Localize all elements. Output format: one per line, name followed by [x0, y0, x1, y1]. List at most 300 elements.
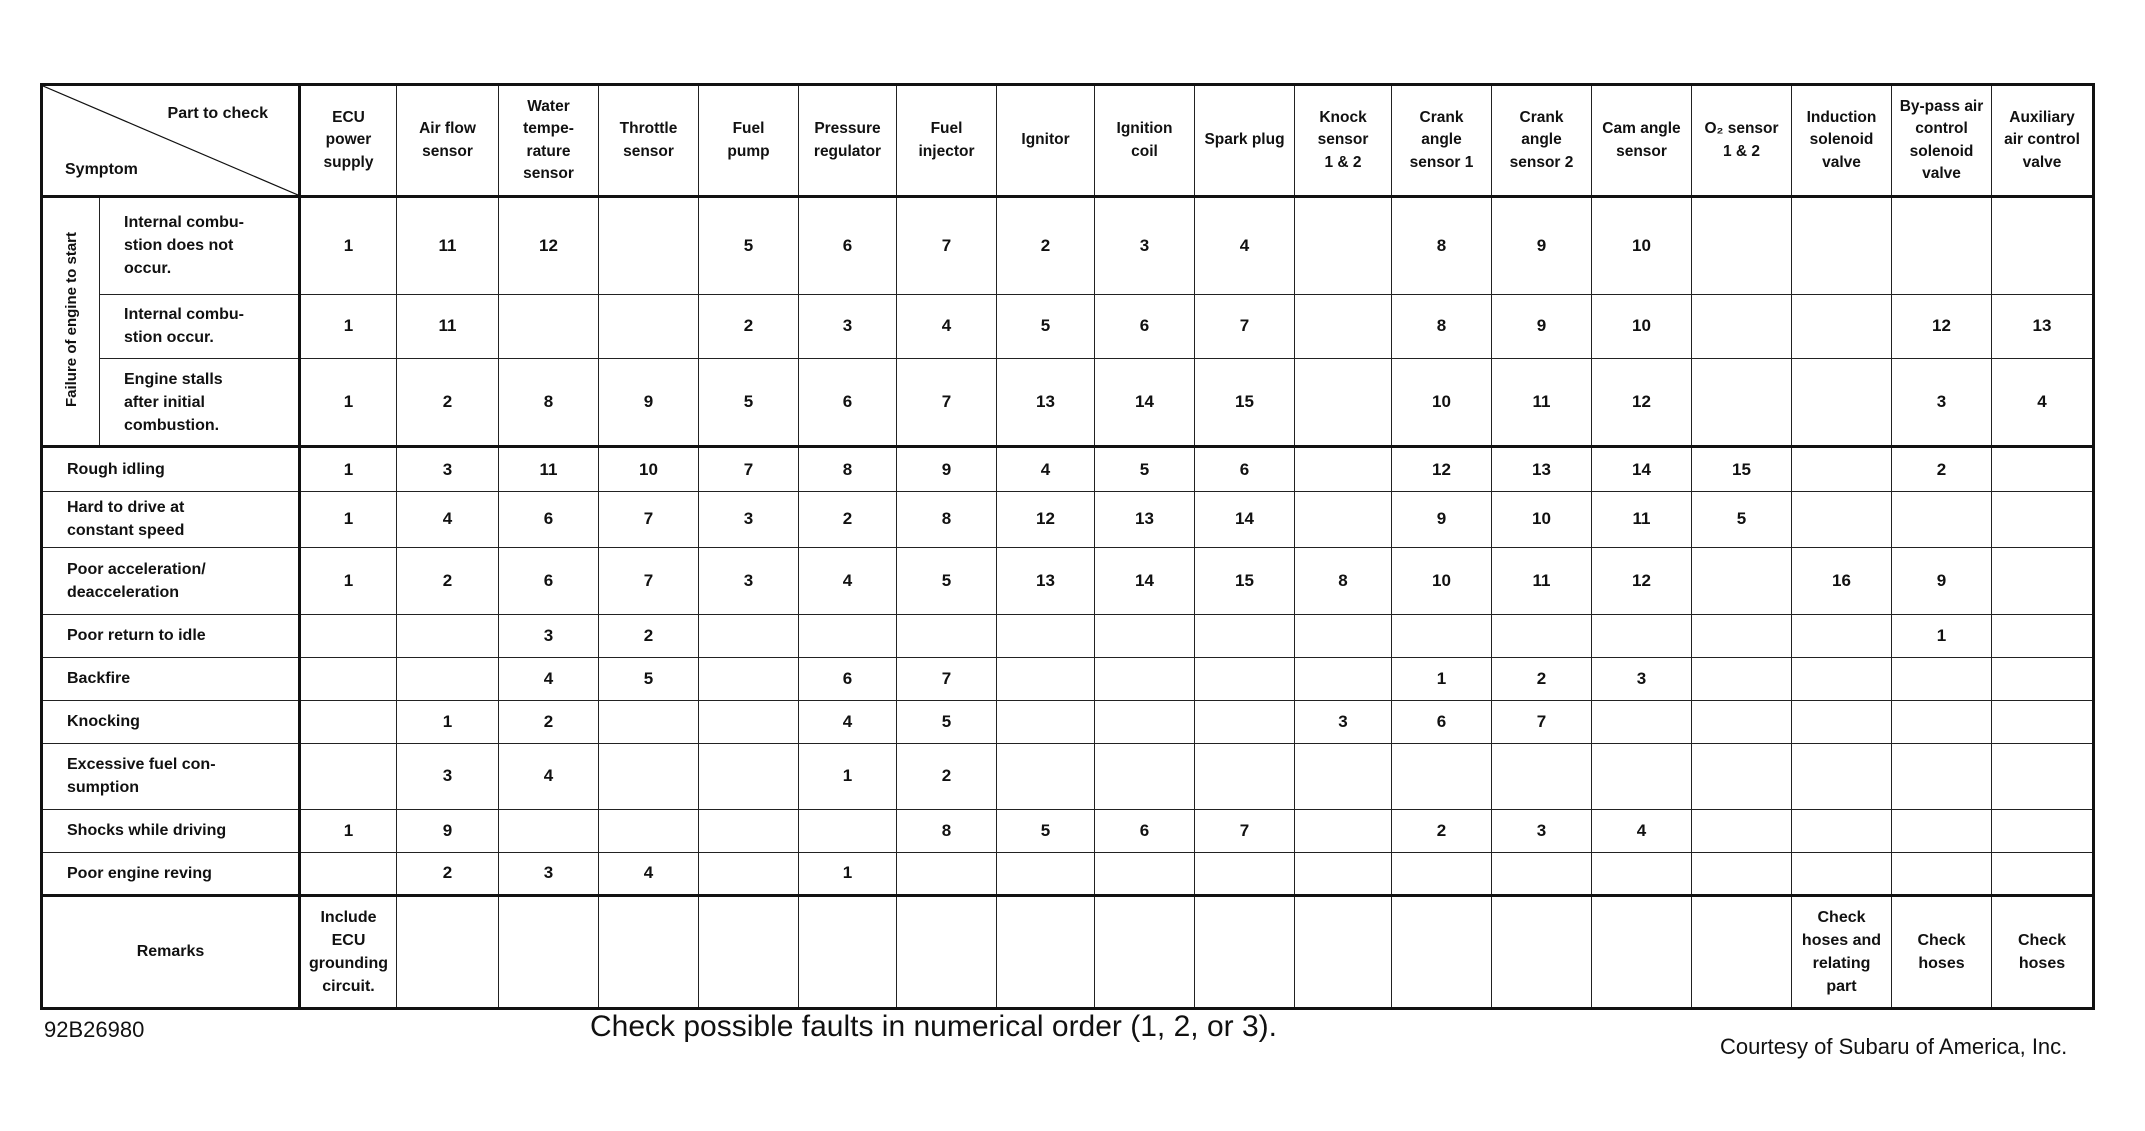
order-cell: 8: [1392, 294, 1492, 359]
order-cell: [1592, 852, 1692, 895]
column-header-line: 1 & 2: [1722, 142, 1761, 160]
order-cell: [1992, 744, 2094, 810]
order-cell: 8: [499, 359, 599, 447]
order-cell: [1892, 744, 1992, 810]
order-cell: [1295, 614, 1392, 657]
column-header-line: tempe-: [523, 120, 574, 138]
order-cell: 8: [897, 809, 997, 852]
remark-cell: [1692, 896, 1792, 1009]
order-cell: 2: [1892, 447, 1992, 491]
column-header-line: solenoid: [1809, 131, 1874, 149]
order-cell: 12: [1592, 548, 1692, 615]
order-cell: 9: [397, 809, 499, 852]
order-cell: 10: [1392, 359, 1492, 447]
column-header-line: Air flow: [419, 120, 476, 138]
order-cell: [1992, 657, 2094, 700]
order-cell: [1792, 614, 1892, 657]
order-cell: [1492, 744, 1592, 810]
table-row: [42, 744, 2094, 810]
column-header-line: 1 & 2: [1324, 153, 1362, 171]
order-cell: 7: [599, 548, 699, 615]
order-cell: [1692, 359, 1792, 447]
order-cell: 5: [897, 548, 997, 615]
courtesy-credit: Courtesy of Subaru of America, Inc.: [1720, 1034, 2068, 1059]
column-header-line: power: [325, 131, 372, 149]
symptom-text: Internal combu-: [124, 213, 245, 231]
order-cell: 7: [1195, 809, 1295, 852]
remarks-label: Remarks: [42, 896, 300, 1009]
order-cell: [1095, 614, 1195, 657]
group-label: Failure of engine to start: [62, 232, 80, 408]
order-cell: 1: [300, 197, 397, 295]
order-cell: [1992, 197, 2094, 295]
order-cell: [300, 744, 397, 810]
order-cell: [997, 744, 1095, 810]
diagnosis-table: [40, 83, 2095, 1010]
remark-text: part: [1826, 978, 1857, 996]
symptom-cell: [100, 294, 300, 359]
column-header: [300, 85, 397, 197]
order-cell: [1295, 294, 1392, 359]
symptom-text: Knocking: [67, 713, 140, 731]
column-header: [1195, 85, 1295, 197]
remark-cell: [997, 896, 1095, 1009]
order-cell: 15: [1692, 447, 1792, 491]
column-header: [1992, 85, 2094, 197]
order-cell: [1295, 447, 1392, 491]
order-cell: 1: [300, 548, 397, 615]
order-cell: [1195, 614, 1295, 657]
symptom-text: constant speed: [67, 522, 185, 540]
order-cell: 2: [699, 294, 799, 359]
order-cell: 9: [599, 359, 699, 447]
part-to-check-label: Part to check: [167, 105, 268, 122]
order-cell: [1992, 852, 2094, 895]
table-row: [42, 701, 2094, 744]
order-cell: [300, 614, 397, 657]
order-cell: [599, 744, 699, 810]
column-header: [1492, 85, 1592, 197]
remark-cell: [1095, 896, 1195, 1009]
column-header-line: Cam angle: [1602, 120, 1681, 138]
corner-header: [42, 85, 300, 197]
order-cell: [1892, 197, 1992, 295]
order-cell: 7: [699, 447, 799, 491]
order-cell: 2: [799, 491, 897, 547]
table-row: [42, 614, 2094, 657]
symptom-text: Internal combu-: [124, 306, 245, 324]
order-cell: 1: [300, 809, 397, 852]
symptom-cell: [100, 197, 300, 295]
order-cell: 1: [1392, 657, 1492, 700]
order-cell: 11: [397, 197, 499, 295]
order-cell: [1692, 294, 1792, 359]
order-cell: 1: [397, 701, 499, 744]
column-header: [1792, 85, 1892, 197]
order-cell: 2: [1492, 657, 1592, 700]
order-cell: 9: [1392, 491, 1492, 547]
order-cell: 13: [1095, 491, 1195, 547]
column-header-line: Crank: [1519, 108, 1564, 126]
symptom-text: Poor engine reving: [67, 864, 212, 882]
order-cell: 16: [1792, 548, 1892, 615]
order-cell: 4: [897, 294, 997, 359]
order-cell: [1792, 491, 1892, 547]
order-cell: 2: [1392, 809, 1492, 852]
order-cell: 8: [1295, 548, 1392, 615]
order-cell: 5: [699, 197, 799, 295]
order-cell: [997, 852, 1095, 895]
column-header-line: Auxiliary: [2009, 108, 2075, 126]
remarks-row: [42, 896, 2094, 1009]
order-cell: 5: [897, 701, 997, 744]
symptom-text: Rough idling: [67, 460, 165, 478]
table-row: [42, 359, 2094, 447]
order-cell: 2: [599, 614, 699, 657]
order-cell: 2: [997, 197, 1095, 295]
column-header: [799, 85, 897, 197]
order-cell: [1295, 852, 1392, 895]
symptom-text: occur.: [124, 260, 172, 278]
order-cell: [1692, 614, 1792, 657]
order-cell: [397, 657, 499, 700]
order-cell: 8: [1392, 197, 1492, 295]
order-cell: [1892, 657, 1992, 700]
order-cell: [1392, 744, 1492, 810]
order-cell: [300, 701, 397, 744]
order-cell: 7: [897, 197, 997, 295]
order-cell: [1892, 701, 1992, 744]
order-cell: 10: [599, 447, 699, 491]
order-cell: 10: [1592, 294, 1692, 359]
remark-text: hoses and: [1801, 931, 1882, 949]
order-cell: [897, 852, 997, 895]
order-cell: [997, 614, 1095, 657]
column-header: [699, 85, 799, 197]
order-cell: 12: [499, 197, 599, 295]
order-cell: [1792, 359, 1892, 447]
order-cell: [1095, 657, 1195, 700]
order-cell: 13: [997, 548, 1095, 615]
column-header: [897, 85, 997, 197]
symptom-text: sumption: [67, 779, 139, 797]
order-cell: 3: [1492, 809, 1592, 852]
symptom-cell: [42, 701, 300, 744]
order-cell: [599, 809, 699, 852]
order-cell: 2: [397, 359, 499, 447]
column-header-line: pump: [727, 142, 770, 160]
column-header: [1295, 85, 1392, 197]
order-cell: 12: [1592, 359, 1692, 447]
order-cell: [1792, 197, 1892, 295]
column-header-line: valve: [1822, 153, 1861, 171]
column-header-line: sensor 1: [1409, 153, 1474, 171]
column-header: [499, 85, 599, 197]
order-cell: [1195, 744, 1295, 810]
order-cell: 14: [1195, 491, 1295, 547]
remark-cell: [1992, 896, 2094, 1009]
symptom-cell: [42, 809, 300, 852]
order-cell: 6: [799, 197, 897, 295]
order-cell: 6: [1392, 701, 1492, 744]
order-cell: 2: [499, 701, 599, 744]
symptom-text: deacceleration: [67, 583, 180, 601]
table-row: [42, 548, 2094, 615]
order-cell: 3: [397, 744, 499, 810]
column-header-line: Ignition: [1116, 120, 1173, 138]
order-cell: 4: [799, 548, 897, 615]
symptom-cell: [42, 744, 300, 810]
group-label-cell: [42, 197, 100, 447]
order-cell: 3: [499, 614, 599, 657]
order-cell: [1792, 657, 1892, 700]
column-header: [1692, 85, 1792, 197]
symptom-cell: [42, 548, 300, 615]
order-cell: 1: [799, 852, 897, 895]
column-header-line: Fuel: [930, 120, 963, 138]
remark-text: Include: [320, 908, 377, 926]
column-header: [997, 85, 1095, 197]
column-header-line: sensor: [1616, 142, 1667, 160]
order-cell: 11: [499, 447, 599, 491]
symptom-cell: [42, 852, 300, 895]
order-cell: 13: [1492, 447, 1592, 491]
order-cell: 5: [997, 809, 1095, 852]
order-cell: 2: [897, 744, 997, 810]
column-header: [1892, 85, 1992, 197]
symptom-text: stion occur.: [124, 329, 214, 347]
remark-cell: [699, 896, 799, 1009]
order-cell: 5: [599, 657, 699, 700]
order-cell: [1095, 744, 1195, 810]
column-header-line: injector: [918, 142, 975, 160]
order-cell: [1792, 701, 1892, 744]
order-cell: 13: [997, 359, 1095, 447]
table-row: [42, 447, 2094, 491]
footer-note: Check possible faults in numerical order (1, 2, or 3).: [590, 1010, 1277, 1043]
document-code: 92B26980: [44, 1017, 145, 1042]
remark-text: grounding: [308, 955, 389, 972]
symptom-text: combustion.: [124, 416, 220, 434]
symptom-text: Poor acceleration/: [67, 560, 206, 578]
order-cell: 13: [1992, 294, 2094, 359]
column-header-line: rature: [526, 142, 571, 160]
order-cell: 14: [1095, 359, 1195, 447]
table-row: [42, 294, 2094, 359]
order-cell: 7: [1492, 701, 1592, 744]
column-header-line: coil: [1131, 142, 1158, 160]
order-cell: [699, 701, 799, 744]
order-cell: 3: [1095, 197, 1195, 295]
order-cell: 3: [699, 491, 799, 547]
column-header-line: Throttle: [619, 120, 678, 138]
order-cell: [897, 614, 997, 657]
remark-cell: [1492, 896, 1592, 1009]
remark-cell: [1592, 896, 1692, 1009]
order-cell: 3: [1592, 657, 1692, 700]
order-cell: [1295, 744, 1392, 810]
remark-text: hoses: [1918, 955, 1965, 972]
order-cell: [1692, 657, 1792, 700]
order-cell: [1295, 657, 1392, 700]
remark-cell: [1392, 896, 1492, 1009]
order-cell: 11: [1492, 548, 1592, 615]
order-cell: [1692, 548, 1792, 615]
order-cell: [1792, 447, 1892, 491]
order-cell: 1: [300, 294, 397, 359]
symptom-text: after initial: [124, 393, 205, 411]
symptom-text: stion does not: [124, 237, 234, 255]
symptom-cell: [42, 491, 300, 547]
order-cell: [1692, 809, 1792, 852]
order-cell: [1992, 548, 2094, 615]
order-cell: 3: [699, 548, 799, 615]
order-cell: [1492, 614, 1592, 657]
column-header-line: solenoid: [1909, 142, 1974, 160]
order-cell: [997, 701, 1095, 744]
order-cell: 6: [1095, 809, 1195, 852]
order-cell: [1992, 701, 2094, 744]
order-cell: 7: [897, 657, 997, 700]
order-cell: [1392, 852, 1492, 895]
order-cell: 12: [997, 491, 1095, 547]
column-header-line: O₂ sensor: [1704, 120, 1779, 138]
order-cell: [1295, 491, 1392, 547]
symptom-text: Engine stalls: [124, 370, 223, 388]
order-cell: [1692, 852, 1792, 895]
table-row: [42, 852, 2094, 895]
symptom-text: Excessive fuel con-: [67, 756, 216, 774]
column-header-line: supply: [323, 153, 374, 171]
order-cell: 11: [1492, 359, 1592, 447]
column-header-line: sensor: [523, 164, 574, 182]
order-cell: [1792, 809, 1892, 852]
column-header-line: air control: [2004, 131, 2080, 149]
order-cell: 12: [1892, 294, 1992, 359]
column-header-line: Induction: [1806, 108, 1877, 126]
order-cell: [799, 614, 897, 657]
order-cell: [1792, 852, 1892, 895]
column-header: [1592, 85, 1692, 197]
order-cell: 9: [1492, 294, 1592, 359]
order-cell: 6: [499, 491, 599, 547]
order-cell: [699, 744, 799, 810]
order-cell: 11: [1592, 491, 1692, 547]
order-cell: 7: [897, 359, 997, 447]
order-cell: 7: [599, 491, 699, 547]
remark-cell: [1892, 896, 1992, 1009]
column-header-line: angle: [1421, 131, 1462, 149]
order-cell: [300, 657, 397, 700]
remark-text: circuit.: [322, 978, 375, 996]
order-cell: 2: [397, 548, 499, 615]
order-cell: 3: [1892, 359, 1992, 447]
order-cell: 8: [897, 491, 997, 547]
order-cell: 7: [1195, 294, 1295, 359]
column-header-line: Crank: [1419, 108, 1464, 126]
remark-cell: [1295, 896, 1392, 1009]
order-cell: [1295, 809, 1392, 852]
order-cell: 6: [1195, 447, 1295, 491]
order-cell: [1992, 491, 2094, 547]
column-header-line: control: [1915, 120, 1968, 138]
column-header: [599, 85, 699, 197]
column-header-line: sensor 2: [1509, 153, 1574, 171]
order-cell: 14: [1095, 548, 1195, 615]
table-row: [42, 197, 2094, 295]
column-header-line: Fuel: [732, 120, 765, 138]
order-cell: [1492, 852, 1592, 895]
symptom-text: Backfire: [67, 670, 131, 688]
order-cell: 10: [1592, 197, 1692, 295]
table-row: [42, 491, 2094, 547]
order-cell: 8: [799, 447, 897, 491]
order-cell: 5: [699, 359, 799, 447]
order-cell: [699, 657, 799, 700]
order-cell: 5: [997, 294, 1095, 359]
symptom-cell: [100, 359, 300, 447]
column-header-line: valve: [2022, 153, 2062, 171]
order-cell: 6: [1095, 294, 1195, 359]
remark-cell: [499, 896, 599, 1009]
order-cell: 4: [1592, 809, 1692, 852]
order-cell: [1592, 701, 1692, 744]
column-header-line: sensor: [422, 142, 473, 160]
order-cell: 1: [300, 359, 397, 447]
remark-cell: [599, 896, 699, 1009]
column-header-line: Spark plug: [1204, 131, 1285, 149]
order-cell: [397, 614, 499, 657]
column-header: [1095, 85, 1195, 197]
column-header: [397, 85, 499, 197]
column-header-line: ECU: [332, 108, 365, 126]
order-cell: 5: [1095, 447, 1195, 491]
remark-text: ECU: [331, 931, 366, 949]
order-cell: 6: [799, 359, 897, 447]
order-cell: 4: [1195, 197, 1295, 295]
order-cell: 3: [397, 447, 499, 491]
order-cell: [1892, 852, 1992, 895]
order-cell: 1: [799, 744, 897, 810]
order-cell: 3: [499, 852, 599, 895]
remark-text: Check: [1917, 931, 1966, 949]
order-cell: 15: [1195, 548, 1295, 615]
order-cell: [1095, 852, 1195, 895]
order-cell: 4: [1992, 359, 2094, 447]
order-cell: [499, 809, 599, 852]
order-cell: [1892, 809, 1992, 852]
column-header-line: Ignitor: [1021, 131, 1070, 149]
order-cell: [599, 294, 699, 359]
symptom-cell: [42, 614, 300, 657]
symptom-text: Poor return to idle: [67, 627, 206, 645]
order-cell: [799, 809, 897, 852]
order-cell: 4: [997, 447, 1095, 491]
order-cell: [1992, 809, 2094, 852]
order-cell: 12: [1392, 447, 1492, 491]
column-header: [1392, 85, 1492, 197]
column-header-line: By-pass air: [1899, 97, 1984, 115]
order-cell: [1295, 197, 1392, 295]
order-cell: 4: [397, 491, 499, 547]
remark-cell: [1195, 896, 1295, 1009]
order-cell: 4: [499, 744, 599, 810]
column-header-line: Water: [527, 97, 570, 115]
symptom-text: Shocks while driving: [67, 822, 227, 840]
order-cell: [1392, 614, 1492, 657]
order-cell: [997, 657, 1095, 700]
order-cell: [1095, 701, 1195, 744]
